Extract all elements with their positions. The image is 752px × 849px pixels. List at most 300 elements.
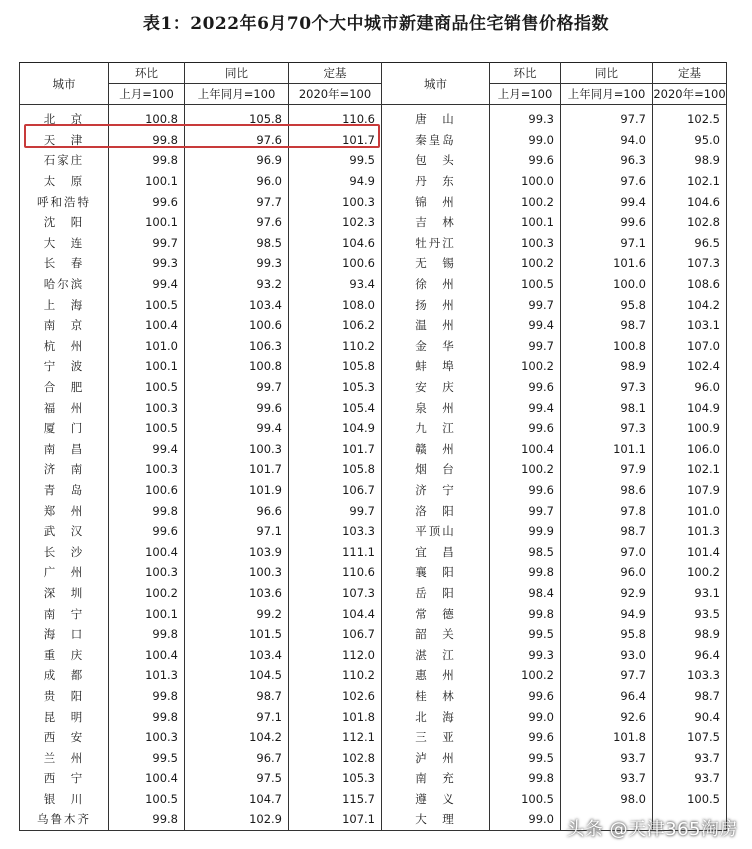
- right-yoy-cell: 97.6: [561, 171, 653, 192]
- left-yoy-cell: 97.5: [185, 768, 289, 789]
- left-mom-cell: 100.1: [109, 356, 185, 377]
- table-row: [20, 562, 727, 583]
- left-base-cell: 93.4: [289, 274, 382, 295]
- left-base-cell: 101.7: [289, 439, 382, 460]
- left-city-cell: 海 口: [20, 624, 109, 645]
- left-base-cell: 106.2: [289, 315, 382, 336]
- right-yoy-cell: 92.6: [561, 706, 653, 727]
- left-yoy-cell: 103.4: [185, 644, 289, 665]
- right-city-cell: 蚌 埠: [382, 356, 490, 377]
- left-base-cell: 102.3: [289, 212, 382, 233]
- right-city-cell: 扬 州: [382, 294, 490, 315]
- right-city-cell: 烟 台: [382, 459, 490, 480]
- right-yoy-cell: 98.7: [561, 315, 653, 336]
- table-row: [20, 397, 727, 418]
- left-base-cell: 102.8: [289, 747, 382, 768]
- right-city-cell: 锦 州: [382, 191, 490, 212]
- right-mom-cell: 99.4: [490, 397, 561, 418]
- left-base-cell: 104.9: [289, 418, 382, 439]
- left-base-cell: 105.8: [289, 459, 382, 480]
- right-base-cell: 101.3: [653, 521, 727, 542]
- left-city-cell: 济 南: [20, 459, 109, 480]
- left-city-cell: 西 安: [20, 727, 109, 748]
- left-mom-cell: 100.5: [109, 418, 185, 439]
- right-yoy-cell: 96.4: [561, 686, 653, 707]
- left-city-cell: 深 圳: [20, 583, 109, 604]
- right-mom-cell: 99.0: [490, 809, 561, 830]
- right-city-cell: 襄 阳: [382, 562, 490, 583]
- right-base-cell: 107.0: [653, 336, 727, 357]
- right-mom-cell: 99.6: [490, 480, 561, 501]
- right-base-cell: 96.5: [653, 233, 727, 254]
- right-base-cell: 106.0: [653, 439, 727, 460]
- table-row: [20, 418, 727, 439]
- header-base-right: 定基: [653, 63, 727, 84]
- left-city-cell: 广 州: [20, 562, 109, 583]
- right-yoy-cell: 94.0: [561, 130, 653, 151]
- header-city-right: 城市: [382, 63, 490, 105]
- right-base-cell: 104.2: [653, 294, 727, 315]
- watermark: 头条 @天津365淘房: [566, 819, 738, 840]
- right-city-cell: 遵 义: [382, 789, 490, 810]
- right-yoy-cell: 101.8: [561, 727, 653, 748]
- left-base-cell: 107.1: [289, 809, 382, 830]
- left-base-cell: 106.7: [289, 624, 382, 645]
- right-city-cell: 九 江: [382, 418, 490, 439]
- header-mom-sub-right: 上月=100: [490, 84, 561, 105]
- table-row: [20, 377, 727, 398]
- left-base-cell: 115.7: [289, 789, 382, 810]
- left-yoy-cell: 97.1: [185, 521, 289, 542]
- right-base-cell: 95.0: [653, 130, 727, 151]
- right-base-cell: 96.4: [653, 644, 727, 665]
- left-mom-cell: 100.1: [109, 171, 185, 192]
- left-city-cell: 重 庆: [20, 644, 109, 665]
- right-base-cell: 103.3: [653, 665, 727, 686]
- left-mom-cell: 99.8: [109, 624, 185, 645]
- left-base-cell: 108.0: [289, 294, 382, 315]
- right-mom-cell: 100.2: [490, 253, 561, 274]
- table-row: [20, 603, 727, 624]
- left-base-cell: 110.2: [289, 336, 382, 357]
- left-mom-cell: 100.4: [109, 541, 185, 562]
- header-mom-right: 环比: [490, 63, 561, 84]
- right-yoy-cell: 97.3: [561, 377, 653, 398]
- left-base-cell: 105.8: [289, 356, 382, 377]
- left-yoy-cell: 97.6: [185, 130, 289, 151]
- right-base-cell: 102.1: [653, 459, 727, 480]
- right-base-cell: 107.9: [653, 480, 727, 501]
- right-mom-cell: 100.5: [490, 789, 561, 810]
- right-base-cell: 104.6: [653, 191, 727, 212]
- header-mom-left: 环比: [109, 63, 185, 84]
- right-yoy-cell: 97.8: [561, 500, 653, 521]
- right-mom-cell: 99.8: [490, 768, 561, 789]
- right-base-cell: 102.5: [653, 105, 727, 130]
- table-row: [20, 768, 727, 789]
- left-yoy-cell: 98.5: [185, 233, 289, 254]
- highlight-box-tianjin: [24, 124, 380, 148]
- left-base-cell: 111.1: [289, 541, 382, 562]
- right-mom-cell: 99.8: [490, 603, 561, 624]
- left-base-cell: 110.6: [289, 562, 382, 583]
- table-row: [20, 665, 727, 686]
- table-row: [20, 686, 727, 707]
- left-city-cell: 青 岛: [20, 480, 109, 501]
- right-yoy-cell: 101.6: [561, 253, 653, 274]
- left-mom-cell: 99.8: [109, 706, 185, 727]
- left-yoy-cell: 96.6: [185, 500, 289, 521]
- right-mom-cell: 100.5: [490, 274, 561, 295]
- left-city-cell: 大 连: [20, 233, 109, 254]
- left-base-cell: 99.7: [289, 500, 382, 521]
- price-index-table: [19, 62, 727, 831]
- table-row: [20, 212, 727, 233]
- right-city-cell: 安 庆: [382, 377, 490, 398]
- right-base-cell: 103.1: [653, 315, 727, 336]
- right-mom-cell: 99.7: [490, 336, 561, 357]
- right-mom-cell: 100.0: [490, 171, 561, 192]
- table-row: [20, 356, 727, 377]
- right-mom-cell: 99.5: [490, 747, 561, 768]
- right-base-cell: 107.3: [653, 253, 727, 274]
- right-city-cell: 岳 阳: [382, 583, 490, 604]
- right-yoy-cell: 98.9: [561, 356, 653, 377]
- right-mom-cell: 100.2: [490, 459, 561, 480]
- left-city-cell: 南 京: [20, 315, 109, 336]
- left-city-cell: 武 汉: [20, 521, 109, 542]
- left-city-cell: 天 津: [20, 130, 109, 151]
- left-mom-cell: 100.4: [109, 644, 185, 665]
- left-mom-cell: 99.5: [109, 747, 185, 768]
- right-city-cell: 金 华: [382, 336, 490, 357]
- left-yoy-cell: 106.3: [185, 336, 289, 357]
- header-city-left: 城市: [20, 63, 109, 105]
- right-base-cell: 100.9: [653, 418, 727, 439]
- table-row: [20, 439, 727, 460]
- right-city-cell: 湛 江: [382, 644, 490, 665]
- left-mom-cell: 100.6: [109, 480, 185, 501]
- right-yoy-cell: 97.9: [561, 459, 653, 480]
- left-base-cell: 105.4: [289, 397, 382, 418]
- right-mom-cell: 99.4: [490, 315, 561, 336]
- right-base-cell: 98.9: [653, 150, 727, 171]
- left-city-cell: 南 宁: [20, 603, 109, 624]
- left-yoy-cell: 99.7: [185, 377, 289, 398]
- right-mom-cell: 100.2: [490, 356, 561, 377]
- right-city-cell: 桂 林: [382, 686, 490, 707]
- right-base-cell: 93.7: [653, 768, 727, 789]
- header-mom-sub-left: 上月=100: [109, 84, 185, 105]
- table-row: [20, 500, 727, 521]
- right-city-cell: 吉 林: [382, 212, 490, 233]
- left-mom-cell: 100.3: [109, 727, 185, 748]
- right-base-cell: 101.0: [653, 500, 727, 521]
- left-base-cell: 100.3: [289, 191, 382, 212]
- left-base-cell: 110.6: [289, 105, 382, 130]
- right-base-cell: 98.9: [653, 624, 727, 645]
- left-base-cell: 101.8: [289, 706, 382, 727]
- right-mom-cell: 98.4: [490, 583, 561, 604]
- right-yoy-cell: 97.0: [561, 541, 653, 562]
- left-mom-cell: 99.6: [109, 191, 185, 212]
- right-city-cell: 包 头: [382, 150, 490, 171]
- left-mom-cell: 101.0: [109, 336, 185, 357]
- left-yoy-cell: 93.2: [185, 274, 289, 295]
- right-base-cell: 98.7: [653, 686, 727, 707]
- left-base-cell: 106.7: [289, 480, 382, 501]
- right-city-cell: 牡丹江: [382, 233, 490, 254]
- right-base-cell: 102.4: [653, 356, 727, 377]
- left-base-cell: 94.9: [289, 171, 382, 192]
- table-row: [20, 459, 727, 480]
- right-city-cell: 济 宁: [382, 480, 490, 501]
- left-yoy-cell: 99.2: [185, 603, 289, 624]
- right-mom-cell: 100.3: [490, 233, 561, 254]
- right-yoy-cell: 95.8: [561, 294, 653, 315]
- right-city-cell: 三 亚: [382, 727, 490, 748]
- right-yoy-cell: 100.0: [561, 274, 653, 295]
- table-row: [20, 583, 727, 604]
- right-mom-cell: 99.6: [490, 150, 561, 171]
- table-row: [20, 191, 727, 212]
- left-yoy-cell: 99.3: [185, 253, 289, 274]
- left-base-cell: 104.6: [289, 233, 382, 254]
- right-city-cell: 徐 州: [382, 274, 490, 295]
- left-yoy-cell: 101.5: [185, 624, 289, 645]
- table-row: [20, 706, 727, 727]
- left-mom-cell: 99.4: [109, 439, 185, 460]
- header-base-sub-right: 2020年=100: [653, 84, 727, 105]
- table-row: [20, 541, 727, 562]
- right-mom-cell: 98.5: [490, 541, 561, 562]
- left-mom-cell: 100.1: [109, 603, 185, 624]
- right-yoy-cell: 93.0: [561, 644, 653, 665]
- table-row: [20, 521, 727, 542]
- right-base-cell: 104.9: [653, 397, 727, 418]
- left-base-cell: 100.6: [289, 253, 382, 274]
- right-city-cell: 泉 州: [382, 397, 490, 418]
- left-mom-cell: 100.4: [109, 315, 185, 336]
- left-yoy-cell: 100.3: [185, 562, 289, 583]
- left-yoy-cell: 103.4: [185, 294, 289, 315]
- right-city-cell: 赣 州: [382, 439, 490, 460]
- right-yoy-cell: 100.8: [561, 336, 653, 357]
- left-mom-cell: 99.8: [109, 150, 185, 171]
- left-mom-cell: 100.4: [109, 768, 185, 789]
- right-yoy-cell: 97.1: [561, 233, 653, 254]
- right-yoy-cell: 92.9: [561, 583, 653, 604]
- left-yoy-cell: 96.9: [185, 150, 289, 171]
- right-base-cell: 108.6: [653, 274, 727, 295]
- right-mom-cell: 100.2: [490, 665, 561, 686]
- left-mom-cell: 100.2: [109, 583, 185, 604]
- header-yoy-right: 同比: [561, 63, 653, 84]
- left-city-cell: 北 京: [20, 105, 109, 130]
- left-base-cell: 102.6: [289, 686, 382, 707]
- header-base-sub-left: 2020年=100: [289, 84, 382, 105]
- right-mom-cell: 100.2: [490, 191, 561, 212]
- right-mom-cell: 99.3: [490, 644, 561, 665]
- right-yoy-cell: 98.1: [561, 397, 653, 418]
- right-yoy-cell: 97.7: [561, 665, 653, 686]
- right-yoy-cell: 95.8: [561, 624, 653, 645]
- right-city-cell: 洛 阳: [382, 500, 490, 521]
- left-base-cell: 110.2: [289, 665, 382, 686]
- left-city-cell: 宁 波: [20, 356, 109, 377]
- table-row: [20, 480, 727, 501]
- right-city-cell: 南 充: [382, 768, 490, 789]
- left-city-cell: 上 海: [20, 294, 109, 315]
- right-mom-cell: 99.0: [490, 130, 561, 151]
- header-base-left: 定基: [289, 63, 382, 84]
- table-row: [20, 789, 727, 810]
- left-yoy-cell: 96.0: [185, 171, 289, 192]
- right-mom-cell: 99.6: [490, 377, 561, 398]
- left-yoy-cell: 100.8: [185, 356, 289, 377]
- right-city-cell: 韶 关: [382, 624, 490, 645]
- left-mom-cell: 99.8: [109, 809, 185, 830]
- right-yoy-cell: 93.7: [561, 747, 653, 768]
- left-mom-cell: 99.4: [109, 274, 185, 295]
- header-yoy-sub-right: 上年同月=100: [561, 84, 653, 105]
- left-city-cell: 呼和浩特: [20, 191, 109, 212]
- table-row: [20, 233, 727, 254]
- right-yoy-cell: 98.0: [561, 789, 653, 810]
- right-mom-cell: 99.9: [490, 521, 561, 542]
- table-row: [20, 624, 727, 645]
- left-yoy-cell: 97.7: [185, 191, 289, 212]
- left-base-cell: 105.3: [289, 768, 382, 789]
- left-mom-cell: 100.3: [109, 459, 185, 480]
- left-yoy-cell: 97.6: [185, 212, 289, 233]
- table-row: [20, 274, 727, 295]
- left-yoy-cell: 102.9: [185, 809, 289, 830]
- table-row: [20, 644, 727, 665]
- left-yoy-cell: 105.8: [185, 105, 289, 130]
- right-mom-cell: 99.0: [490, 706, 561, 727]
- left-city-cell: 太 原: [20, 171, 109, 192]
- right-yoy-cell: 101.1: [561, 439, 653, 460]
- left-yoy-cell: 104.7: [185, 789, 289, 810]
- right-city-cell: 温 州: [382, 315, 490, 336]
- table-row: [20, 336, 727, 357]
- right-city-cell: 平顶山: [382, 521, 490, 542]
- right-city-cell: 唐 山: [382, 105, 490, 130]
- left-yoy-cell: 103.6: [185, 583, 289, 604]
- right-mom-cell: 99.8: [490, 562, 561, 583]
- table-row: [20, 171, 727, 192]
- right-base-cell: 100.5: [653, 789, 727, 810]
- table-row: [20, 747, 727, 768]
- left-base-cell: 103.3: [289, 521, 382, 542]
- right-base-cell: 96.0: [653, 377, 727, 398]
- left-city-cell: 西 宁: [20, 768, 109, 789]
- left-mom-cell: 99.8: [109, 500, 185, 521]
- right-base-cell: 93.7: [653, 747, 727, 768]
- right-mom-cell: 99.7: [490, 294, 561, 315]
- left-city-cell: 石家庄: [20, 150, 109, 171]
- right-mom-cell: 99.6: [490, 418, 561, 439]
- right-city-cell: 丹 东: [382, 171, 490, 192]
- right-yoy-cell: 97.7: [561, 105, 653, 130]
- right-yoy-cell: 96.0: [561, 562, 653, 583]
- left-city-cell: 郑 州: [20, 500, 109, 521]
- left-yoy-cell: 97.1: [185, 706, 289, 727]
- left-mom-cell: 99.3: [109, 253, 185, 274]
- left-mom-cell: 99.7: [109, 233, 185, 254]
- right-yoy-cell: 94.9: [561, 603, 653, 624]
- left-city-cell: 乌鲁木齐: [20, 809, 109, 830]
- right-base-cell: 100.2: [653, 562, 727, 583]
- left-mom-cell: 99.8: [109, 130, 185, 151]
- right-mom-cell: 99.5: [490, 624, 561, 645]
- right-mom-cell: 100.1: [490, 212, 561, 233]
- left-city-cell: 成 都: [20, 665, 109, 686]
- right-base-cell: 101.4: [653, 541, 727, 562]
- left-yoy-cell: 99.4: [185, 418, 289, 439]
- left-mom-cell: 100.1: [109, 212, 185, 233]
- right-city-cell: 惠 州: [382, 665, 490, 686]
- left-mom-cell: 100.8: [109, 105, 185, 130]
- left-city-cell: 哈尔滨: [20, 274, 109, 295]
- left-yoy-cell: 96.7: [185, 747, 289, 768]
- left-yoy-cell: 103.9: [185, 541, 289, 562]
- right-yoy-cell: 99.6: [561, 212, 653, 233]
- left-mom-cell: 99.8: [109, 686, 185, 707]
- right-city-cell: 泸 州: [382, 747, 490, 768]
- table-title: 表1：2022年6月70个大中城市新建商品住宅销售价格指数: [142, 14, 610, 34]
- right-base-cell: 102.1: [653, 171, 727, 192]
- right-base-cell: 93.1: [653, 583, 727, 604]
- left-city-cell: 长 沙: [20, 541, 109, 562]
- left-city-cell: 贵 阳: [20, 686, 109, 707]
- right-mom-cell: 99.6: [490, 727, 561, 748]
- left-yoy-cell: 104.5: [185, 665, 289, 686]
- left-yoy-cell: 101.7: [185, 459, 289, 480]
- right-base-cell: 93.5: [653, 603, 727, 624]
- right-city-cell: 北 海: [382, 706, 490, 727]
- left-mom-cell: 100.3: [109, 562, 185, 583]
- left-base-cell: 104.4: [289, 603, 382, 624]
- right-yoy-cell: 97.3: [561, 418, 653, 439]
- right-city-cell: 常 德: [382, 603, 490, 624]
- left-city-cell: 昆 明: [20, 706, 109, 727]
- left-city-cell: 沈 阳: [20, 212, 109, 233]
- table-row: [20, 727, 727, 748]
- right-yoy-cell: 98.7: [561, 521, 653, 542]
- left-city-cell: 长 春: [20, 253, 109, 274]
- left-base-cell: 101.7: [289, 130, 382, 151]
- table-row: [20, 253, 727, 274]
- right-mom-cell: 100.4: [490, 439, 561, 460]
- left-yoy-cell: 98.7: [185, 686, 289, 707]
- left-yoy-cell: 104.2: [185, 727, 289, 748]
- table-row: [20, 294, 727, 315]
- left-mom-cell: 100.5: [109, 294, 185, 315]
- left-base-cell: 99.5: [289, 150, 382, 171]
- header-yoy-left: 同比: [185, 63, 289, 84]
- left-yoy-cell: 100.6: [185, 315, 289, 336]
- left-mom-cell: 99.6: [109, 521, 185, 542]
- right-city-cell: 无 锡: [382, 253, 490, 274]
- right-yoy-cell: 99.4: [561, 191, 653, 212]
- left-city-cell: 银 川: [20, 789, 109, 810]
- left-yoy-cell: 99.6: [185, 397, 289, 418]
- left-yoy-cell: 101.9: [185, 480, 289, 501]
- left-yoy-cell: 100.3: [185, 439, 289, 460]
- right-yoy-cell: 98.6: [561, 480, 653, 501]
